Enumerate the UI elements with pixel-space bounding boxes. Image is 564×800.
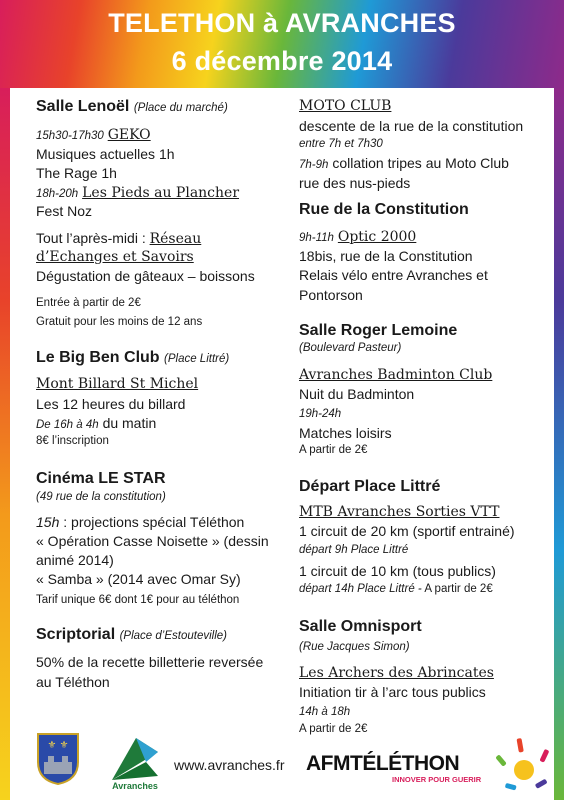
lenoel-line2: The Rage 1h — [36, 165, 117, 181]
venue-name: Salle Lenoël — [36, 98, 130, 115]
time: 7h-9h — [299, 159, 329, 171]
venue-depart-littre: Départ Place Littré — [299, 478, 441, 495]
footer — [10, 724, 554, 800]
scrip-line1: 50% de la recette billetterie reversée — [36, 654, 264, 670]
time: De 16h à 4h — [36, 419, 99, 431]
organizer: Mont Billard St Michel — [36, 376, 199, 392]
bigben-line1: Les 12 heures du billard — [36, 396, 186, 412]
const-line2: Relais vélo entre Avranches et — [299, 267, 488, 283]
afm-tagline: INNOVER POUR GUERIR — [392, 775, 482, 784]
venue-constitution: Rue de la Constitution — [299, 201, 469, 218]
omni-place: (Rue Jacques Simon) — [299, 641, 410, 653]
avranches-crest-icon — [36, 732, 80, 786]
depart-time2 — [299, 583, 493, 595]
venue-name: Scriptorial — [36, 626, 116, 643]
venue-place: (Place du marché) — [133, 102, 228, 114]
roger-price: A partir de 2€ — [299, 444, 368, 456]
time: 9h-11h — [299, 232, 334, 244]
cinema-price: Tarif unique 6€ dont 1€ pour au téléthon — [36, 594, 240, 606]
roger-line2: Matches loisirs — [299, 425, 392, 441]
afm-telethon-logo: AFMTÉLÉTHON — [306, 752, 460, 775]
const-line1: 18bis, rue de la Constitution — [299, 248, 473, 264]
venue-scriptorial — [36, 626, 227, 644]
lenoel-slot3 — [36, 230, 201, 247]
organizer: GEKO — [107, 127, 151, 143]
cinema-line2: « Opération Casse Noisette » (dessin — [36, 533, 269, 549]
label: Tout l’après-midi : — [36, 230, 146, 246]
cinema-address: (49 rue de la constitution) — [36, 491, 166, 503]
price: A partir de 2€ — [424, 583, 493, 595]
organizer-moto-club: MOTO CLUB — [299, 98, 392, 114]
organizer: Les Archers des Abrincates — [299, 665, 494, 681]
roger-line1: Nuit du Badminton — [299, 386, 415, 402]
venue-cinema: Cinéma LE STAR — [36, 470, 166, 487]
moto-line3 — [299, 155, 509, 171]
cinema-line1 — [36, 514, 244, 530]
roger-place: (Boulevard Pasteur) — [299, 342, 402, 354]
omni-line1: Initiation tir à l’arc tous publics — [299, 684, 486, 700]
telethon-sun-icon — [494, 730, 558, 794]
time: départ 14h Place Littré - — [299, 583, 422, 595]
svg-text:⚜ ⚜: ⚜ ⚜ — [47, 740, 69, 751]
omni-time: 14h à 18h — [299, 706, 351, 718]
organizer: Les Pieds au Plancher — [82, 185, 240, 201]
depart-time1: départ 9h Place Littré — [299, 544, 409, 556]
lenoel-line1: Musiques actuelles 1h — [36, 146, 175, 162]
venue-name: Le Big Ben Club — [36, 349, 160, 366]
venue-lenoel — [36, 98, 228, 116]
moto-line1: descente de la rue de la constitution — [299, 118, 524, 134]
event-date: 6 décembre 2014 — [171, 46, 393, 76]
moto-line2: entre 7h et 7h30 — [299, 138, 383, 150]
omni-price: A partir de 2€ — [299, 723, 368, 735]
const-line3: Pontorson — [299, 287, 363, 303]
right-rainbow-border — [554, 88, 564, 800]
lenoel-line3: Fest Noz — [36, 203, 93, 219]
cinema-line3: animé 2014) — [36, 552, 114, 568]
bigben-time — [36, 415, 156, 431]
organizer: MTB Avranches Sorties VTT — [299, 504, 500, 520]
website-link[interactable]: www.avranches.fr — [174, 757, 285, 773]
cinema-line4: « Samba » (2014 avec Omar Sy) — [36, 571, 241, 587]
time: 15h30-17h30 — [36, 130, 104, 142]
organizer: Avranches Badminton Club — [299, 367, 493, 383]
lenoel-slot1 — [36, 126, 151, 143]
time: 18h-20h — [36, 188, 79, 200]
lenoel-slot2 — [36, 184, 239, 201]
header-banner — [0, 0, 564, 88]
program-sheet — [10, 88, 554, 800]
left-rainbow-border — [0, 88, 10, 800]
venue-omnisport: Salle Omnisport — [299, 618, 422, 635]
const-slot — [299, 228, 416, 245]
lenoel-line4: Dégustation de gâteaux – boissons — [36, 268, 255, 284]
lenoel-free-note: Gratuit pour les moins de 12 ans — [36, 316, 203, 328]
text: collation tripes au Moto Club — [332, 155, 509, 171]
organizer: Réseau — [149, 231, 202, 247]
time: 15h — [36, 514, 60, 530]
organizer-cont: d’Echanges et Savoirs — [36, 249, 194, 265]
organizer: Optic 2000 — [337, 229, 417, 245]
time-rest: du matin — [102, 415, 157, 431]
bigben-price: 8€ l’inscription — [36, 435, 109, 447]
page-title: TELETHON à AVRANCHES — [108, 8, 456, 38]
moto-line4: rue des nus-pieds — [299, 175, 411, 191]
scrip-line2: au Téléthon — [36, 674, 110, 690]
venue-place: (Place Littré) — [164, 353, 230, 365]
venue-place: (Place d’Estouteville) — [119, 630, 227, 642]
lenoel-entry-price: Entrée à partir de 2€ — [36, 297, 141, 309]
depart-line2: 1 circuit de 10 km (tous publics) — [299, 563, 496, 579]
avranches-logo-label: Avranches — [112, 781, 158, 791]
venue-bigben — [36, 349, 229, 367]
text: : projections spécial Téléthon — [63, 514, 245, 530]
venue-roger-lemoine: Salle Roger Lemoine — [299, 322, 458, 339]
depart-line1: 1 circuit de 20 km (sportif entrainé) — [299, 523, 515, 539]
roger-time: 19h-24h — [299, 408, 342, 420]
